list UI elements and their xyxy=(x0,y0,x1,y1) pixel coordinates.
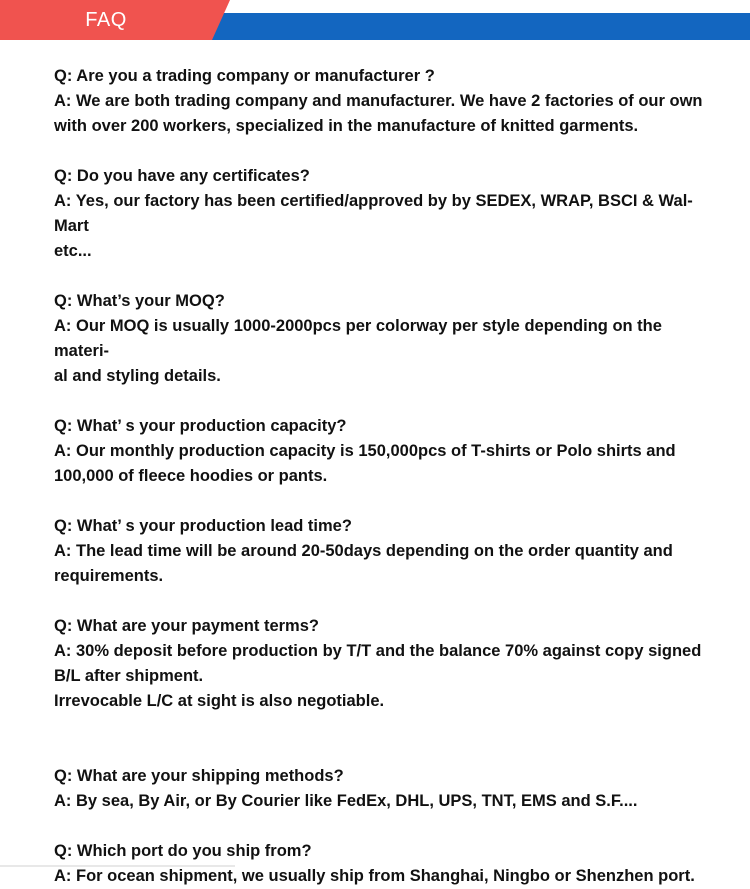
faq-answer-line: A: 30% deposit before production by T/T and the balance 70% against copy signed xyxy=(54,642,702,660)
faq-answer-line: A: For ocean shipment, we usually ship from Shanghai, Ningbo or Shenzhen port. xyxy=(54,867,695,885)
faq-item xyxy=(54,764,714,814)
faq-answer-line: A: By sea, By Air, or By Courier like FedEx, DHL, UPS, TNT, EMS and S.F.... xyxy=(54,792,638,810)
faq-answer-line: Irrevocable L/C at sight is also negotiable. xyxy=(54,692,385,710)
faq-banner xyxy=(0,0,750,40)
faq-answer-line: al and styling details. xyxy=(54,367,221,385)
faq-question: Q: What are your shipping methods? xyxy=(54,767,344,785)
faq-title: FAQ xyxy=(85,9,127,31)
faq-answer-line: 100,000 of fleece hoodies or pants. xyxy=(54,467,328,485)
faq-item xyxy=(54,614,714,714)
faq-answer-line: A: Yes, our factory has been certified/approved by by SEDEX, WRAP, BSCI & Wal-Mart xyxy=(54,192,693,235)
faq-question: Q: What are your payment terms? xyxy=(54,617,319,635)
faq-answer-line: A: Our MOQ is usually 1000-2000pcs per colorway per style depending on the materi- xyxy=(54,317,662,360)
faq-answer-line: with over 200 workers, specialized in the manufacture of knitted garments. xyxy=(54,117,639,135)
faq-question: Q: Are you a trading company or manufacturer ? xyxy=(54,67,435,85)
faq-item xyxy=(54,64,714,139)
faq-answer-line: A: The lead time will be around 20-50days depending on the order quantity and xyxy=(54,542,673,560)
faq-list xyxy=(54,64,714,889)
faq-question: Q: What’ s your production capacity? xyxy=(54,417,347,435)
faq-question: Q: What’ s your production lead time? xyxy=(54,517,352,535)
faq-answer-line: etc... xyxy=(54,242,92,260)
faq-question: Q: Do you have any certificates? xyxy=(54,167,310,185)
faq-question: Q: Which port do you ship from? xyxy=(54,842,312,860)
faq-question: Q: What’s your MOQ? xyxy=(54,292,225,310)
faq-item xyxy=(54,839,714,889)
faq-item xyxy=(54,414,714,489)
faq-item xyxy=(54,164,714,264)
faq-answer-line: B/L after shipment. xyxy=(54,667,204,685)
faq-answer-line: A: We are both trading company and manufacturer. We have 2 factories of our own xyxy=(54,92,703,110)
faq-answer-line: requirements. xyxy=(54,567,164,585)
faq-item xyxy=(54,289,714,389)
faq-answer-line: A: Our monthly production capacity is 150,000pcs of T-shirts or Polo shirts and xyxy=(54,442,676,460)
faq-item xyxy=(54,514,714,589)
